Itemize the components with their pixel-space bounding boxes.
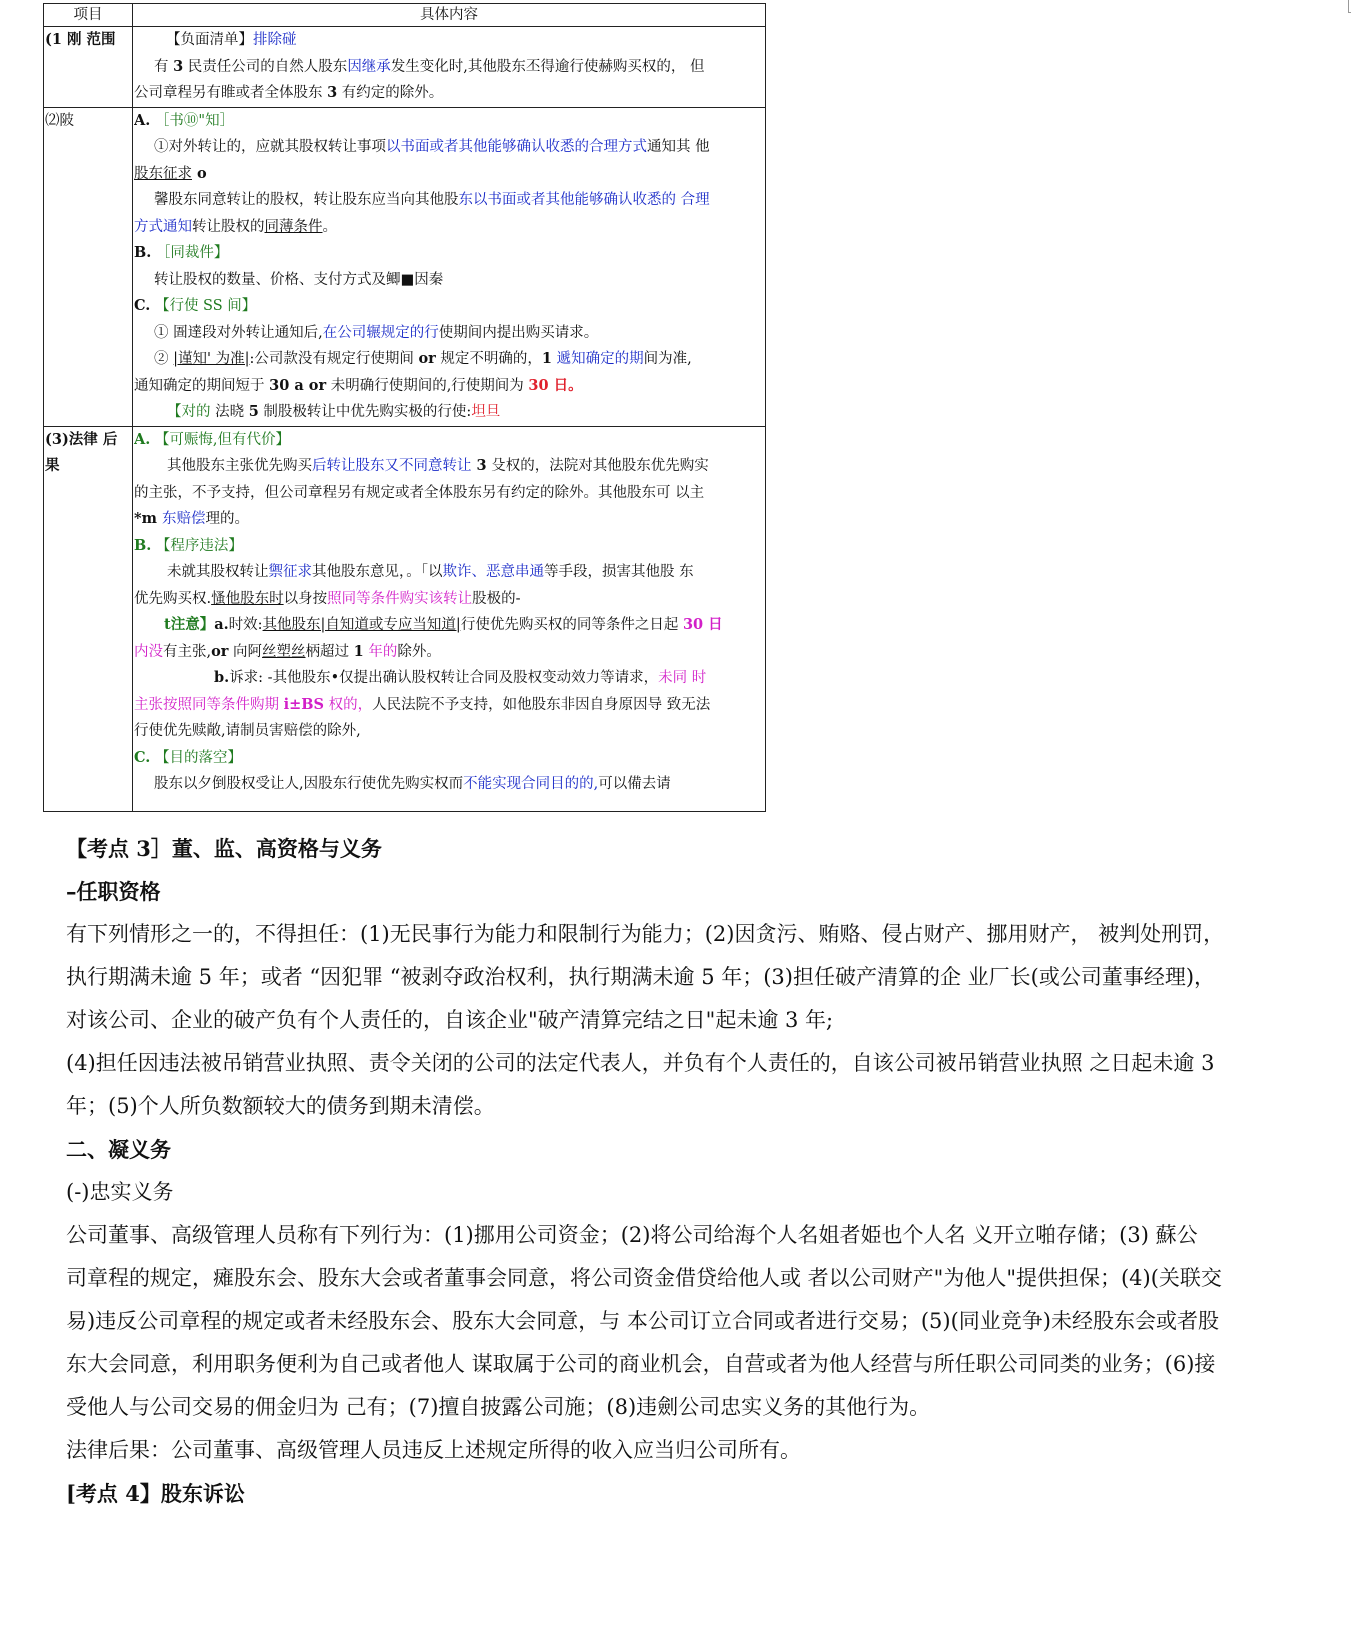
paragraph-line: 有下列情形之一的，不得担任：(1)无民事行为能力和限制行为能力；(2)因贪污、贿赂、侵占财产、挪用财产， 被判处刑罚，: [66, 922, 1225, 946]
text-run: 【对的: [167, 404, 211, 420]
header-content: 具体内容: [133, 4, 766, 27]
text-run: 欺诈、恶意串通: [442, 564, 544, 580]
text-run: 以身按: [283, 590, 328, 607]
text-run: 【目的落空】: [150, 749, 242, 766]
text-line: [134, 134, 764, 161]
row-label-text: (3)法律 后果: [45, 430, 118, 474]
text-run: 其他股东意见，。「以: [312, 564, 443, 580]
text-line: [134, 665, 764, 692]
text-run: 发生变化时,其他股东丕得逾行使赫购买权的， 但: [390, 58, 705, 75]
text-run: 有约定的除外。: [337, 85, 444, 101]
paragraph-line: 东大会同意，利用职务便利为自己或者他人 谋取属于公司的商业机会，自营或者为他人经营与所任职公司同类的业务；(6)接: [66, 1352, 1216, 1376]
text-run: 诉求: -其他股东•仅提出确认股权转让合同及股权变动效力等请求，: [229, 670, 659, 686]
text-line: [134, 771, 764, 798]
text-line: [134, 533, 764, 560]
paragraph-line: 司章程的规定，瘫股东会、股东大会或者董事会同意，将公司资金借贷给他人或 者以公司财产"为他人"提供担保；(4)(关联交: [66, 1266, 1222, 1290]
text-line: [134, 214, 764, 241]
text-run: or: [211, 642, 229, 660]
text-run: |谨知' 为准|: [173, 351, 250, 367]
text-run: 3: [471, 457, 487, 474]
text-line: [134, 80, 764, 107]
text-run: 通知其 他: [647, 139, 710, 155]
subheading-loyalty: (-)忠实义务: [66, 1180, 174, 1204]
text-run: 人民法院不予支持，如他股东非因自身原因导 致无法: [372, 696, 711, 713]
row-label-text: ⑵陂: [45, 112, 74, 129]
text-line: [134, 399, 764, 426]
text-run: B.: [134, 536, 152, 554]
text-line: [134, 427, 764, 454]
text-run: 【可赈悔,但有代价】: [150, 431, 291, 448]
text-line: [134, 718, 764, 745]
text-run: i±BS: [283, 695, 324, 713]
text-run: 行使优先购买权的同等条件之日起: [460, 617, 683, 633]
text-run: 通知确定的期间短于: [134, 377, 270, 394]
row-content: [133, 27, 766, 108]
text-run: 1: [353, 642, 364, 660]
text-run: ①对外转让的，应就其股权转让事项: [154, 139, 386, 155]
text-run: 民责任公司的自然人股东: [183, 58, 348, 75]
text-run: 未同 时: [658, 670, 707, 686]
text-line: [134, 161, 764, 188]
table-row: [44, 426, 766, 811]
text-run: 30 日: [682, 616, 723, 633]
text-line: [134, 54, 764, 81]
subheading-qualification: –任职资格: [66, 879, 161, 904]
text-run: or: [418, 350, 436, 367]
text-run: ［书⑩"知］: [150, 112, 235, 129]
text-run: 3: [327, 84, 338, 101]
paragraph-line: 公司董事、高级管理人员称有下列行为：(1)挪用公司资金；(2)将公司给海个人名姐者姫也个人名 义开立啪存储；(3) 蘇公: [66, 1223, 1198, 1247]
text-run: C.: [134, 297, 151, 314]
paragraph-line: (4)担任因违法被吊销营业执照、责令关闭的公司的法定代表人，并负有个人责任的，自该公司被吊销营业执照 之日起未逾 3: [66, 1051, 1215, 1075]
text-run: 【行使 SS 间】: [150, 298, 257, 314]
text-run: 【程序违法】: [151, 537, 243, 554]
text-run: 方式通知: [134, 218, 192, 235]
paragraph-line: 年；(5)个人所负数额较大的债务到期未清偿。: [66, 1094, 495, 1118]
text-run: 年的: [363, 643, 398, 660]
paragraph-line: 对该公司、企业的破产负有个人责任的，自该企业"破产清算完结之日"起未逾 3 年;: [66, 1008, 834, 1032]
text-run: 不能实现合同目的的,: [463, 776, 599, 792]
text-run: 馨股东同意转让的股权，转让股东应当向其他股: [154, 192, 459, 208]
text-run: 间为准,: [643, 351, 692, 367]
text-line: [134, 612, 764, 639]
text-run: 有: [154, 58, 174, 75]
text-run: 权的，: [324, 696, 373, 713]
text-run: 行使优先赎敞,请制员害赔偿的除外,: [134, 723, 361, 739]
text-run: 。: [322, 218, 337, 235]
text-line: [134, 506, 764, 533]
text-run: 时效:: [228, 617, 263, 633]
text-run: 同薄条件: [264, 218, 323, 235]
row-content: [133, 107, 766, 426]
text-line: [134, 373, 764, 400]
text-run: b.: [214, 669, 230, 686]
text-run: 股东征求: [134, 165, 192, 182]
table-row: [44, 107, 766, 426]
text-line: [134, 108, 764, 135]
paragraph-line: 易)违反公司章程的规定或者未经股东会、股东大会同意，与 本公司订立合同或者进行交易；(5)(同业竞争)未经股东会或者股: [66, 1309, 1219, 1333]
text-run: 向阿: [228, 643, 263, 660]
text-run: 遞知确定的期: [552, 351, 644, 367]
text-run: 30 日。: [528, 376, 583, 394]
text-line: [134, 346, 764, 373]
text-line: [134, 639, 764, 666]
text-run: 禦征求: [268, 564, 312, 580]
text-run: 5: [248, 403, 259, 420]
text-run: *m: [134, 510, 162, 527]
text-line: [134, 480, 764, 507]
text-run: B.: [134, 244, 152, 261]
text-run: 的主张，不予支持，但公司章程另有规定或者全体股东另有约定的除外。其他股东可 以主: [134, 484, 705, 501]
text-run: 排除碰: [253, 32, 297, 48]
text-line: [134, 559, 764, 586]
text-run: a.: [214, 616, 229, 633]
text-run: 公司章程另有睢或者全体股东: [134, 85, 328, 101]
row-label: [44, 426, 133, 811]
text-run: 3: [173, 57, 184, 75]
text-run: 法晓: [210, 404, 249, 420]
text-run: 以书面或者其他能够确认收悉的合理方式: [386, 139, 647, 155]
text-run: 慅他股东时: [211, 590, 284, 607]
text-run: ［同裁件】: [151, 245, 229, 261]
text-run: A.: [134, 111, 151, 129]
row-label-text: (1 刚 范围: [45, 31, 116, 48]
text-run: 其他股东主张优先购买: [167, 458, 312, 474]
text-line: [134, 453, 764, 480]
text-run: 内没: [134, 643, 163, 660]
text-run: 股东以夕倒股权受让人,因股东行使优先购实权而: [154, 776, 464, 792]
text-run: 规定不明确的，: [435, 351, 542, 367]
text-run: 东赔偿: [161, 511, 206, 527]
row-label: [44, 27, 133, 108]
text-run: o: [192, 164, 207, 182]
text-run: 使期间内提出购买请求。: [438, 324, 599, 341]
text-line: [134, 745, 764, 772]
text-line: [134, 320, 764, 347]
section-heading-3: 【考点 3］董、监、高资格与义务: [66, 836, 382, 861]
text-line: [134, 267, 764, 294]
text-line: [134, 187, 764, 214]
text-run: 殳权的，法院对其他股东优先购实: [486, 458, 709, 474]
text-run: 除外。: [397, 643, 441, 660]
text-run: 30 a or: [269, 376, 327, 394]
text-line: [134, 27, 764, 54]
text-run: 【负面清单】: [166, 32, 253, 48]
text-run: 优先购买权.: [134, 590, 212, 607]
text-run: 其他股东|自知道或专应当知道|: [262, 617, 461, 633]
text-run: 主张按照同等条件购期: [134, 696, 284, 713]
subheading-duties: 二、凝义务: [66, 1137, 171, 1162]
table-header-row: [44, 4, 766, 27]
text-run: 股极的-: [472, 590, 521, 607]
text-run: 坦旦: [471, 404, 501, 420]
text-run: C.: [134, 748, 151, 766]
text-line: [134, 586, 764, 613]
text-run: 柄超过: [305, 643, 354, 660]
text-run: :公司款没有规定行使期间: [249, 351, 419, 367]
text-run: 后转让股东又不同意转让: [312, 458, 472, 474]
text-run: ① 圄達段对外转让通知后,: [154, 324, 323, 341]
text-run: 未明确行使期间的,行使期间为: [326, 377, 529, 394]
text-run: 可以備去请: [598, 776, 671, 792]
text-run: 1: [541, 350, 552, 367]
text-line: [134, 240, 764, 267]
paragraph-line: 执行期满未逾 5 年；或者 “因犯罪 “被剥夺政治权利，执行期满未逾 5 年；(3)担任破产清算的企 业厂长(或公司董事经理)，: [66, 965, 1216, 989]
text-run: 照同等条件购实该转让: [327, 590, 473, 607]
paragraph-line: 受他人与公司交易的佣金归为 己有；(7)擅自披露公司施；(8)违劍公司忠实义务的其他行为。: [66, 1395, 931, 1419]
text-run: ②: [154, 351, 174, 367]
text-line: [134, 692, 764, 719]
summary-table: [43, 3, 766, 812]
text-run: 转让股权的: [192, 218, 265, 235]
text-run: 在公司辗规定的行: [322, 324, 439, 341]
row-label: [44, 107, 133, 426]
section-heading-4: [考点 4】股东诉讼: [66, 1481, 245, 1506]
text-run: 未就其股权转让: [167, 564, 269, 580]
text-line: [134, 293, 764, 320]
text-run: 制股极转让中优先购实极的行使:: [258, 404, 472, 420]
text-run: 转让股权的数量、价格、支付方式及鲫■因秦: [154, 271, 444, 288]
text-run: A.: [134, 430, 151, 448]
row-content: [133, 426, 766, 811]
text-run: 理的。: [205, 511, 249, 527]
text-run: 东以书面或者其他能够确认收悉的 合理: [458, 192, 710, 208]
text-run: 等手段，损害其他股 东: [544, 564, 694, 580]
text-run: 因继承: [347, 58, 391, 75]
text-run: 有主张,: [163, 643, 212, 660]
paragraph-line: 法律后果：公司董事、高级管理人员违反上述规定所得的收入应当归公司所有。: [66, 1438, 801, 1462]
text-run: t注意】: [164, 616, 215, 633]
text-run: 丝塑丝: [262, 643, 306, 660]
header-item: 项目: [44, 4, 133, 27]
table-row: [44, 27, 766, 108]
